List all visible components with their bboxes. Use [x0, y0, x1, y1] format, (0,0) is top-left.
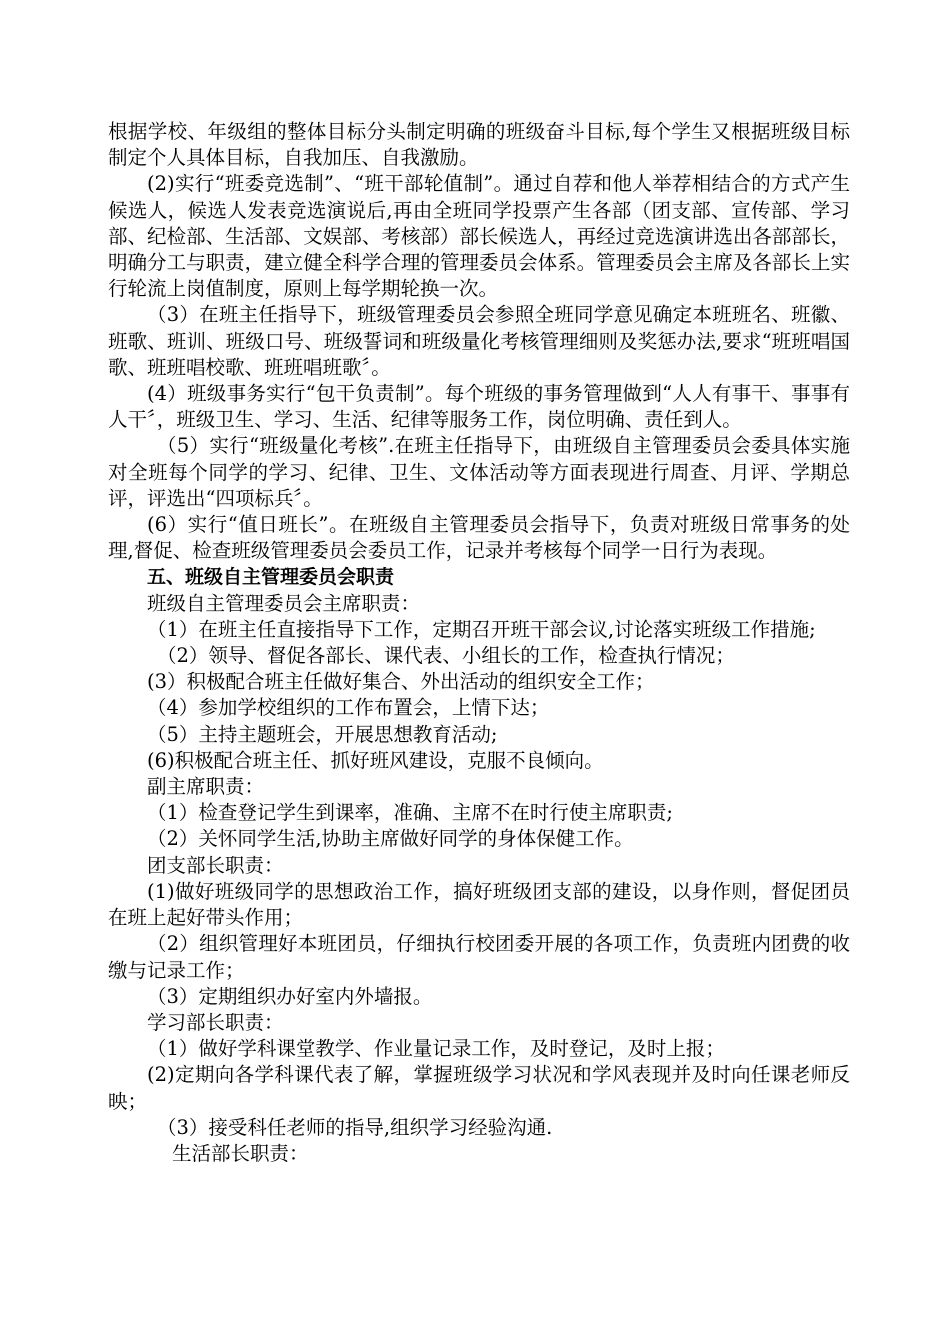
paragraph-duty-monitor: (6）实行“值日班长”。在班级自主管理委员会指导下，负责对班级日常事务的处理,督促、检查班级管理委员会委员工作，记录并考核每个同学一日行为表现。 [108, 513, 850, 563]
study-minister-duty-item: （3）接受科任老师的指导,组织学习经验沟通. [157, 1115, 553, 1139]
study-minister-duties-title: 学习部长职责： [147, 1010, 284, 1034]
league-secretary-duties-title: 团支部长职责： [147, 853, 284, 877]
chair-duty-item: (3）积极配合班主任做好集合、外出活动的组织安全工作； [147, 670, 655, 694]
chair-duty-item: （4）参加学校组织的工作布置会，上情下达； [147, 696, 550, 720]
study-minister-duty-item: (2)定期向各学科课代表了解，掌握班级学习状况和学风表现并及时向任课老师反映； [108, 1063, 850, 1113]
chair-duty-item: （5）主持主题班会，开展思想教育活动; [147, 722, 498, 746]
study-minister-duty-item: （1）做好学科课堂教学、作业量记录工作，及时登记，及时上报； [147, 1037, 725, 1061]
chair-duty-item: （1）在班主任直接指导下工作，定期召开班干部会议,讨论落实班级工作措施; [147, 617, 816, 641]
vice-chair-duty-item: （2）关怀同学生活,协助主席做好同学的身体保健工作。 [147, 827, 634, 851]
league-secretary-duty-item: （2）组织管理好本班团员，仔细执行校团委开展的各项工作，负责班内团费的收缴与记录工作； [108, 932, 850, 982]
document-body [108, 119, 850, 1167]
life-minister-duties-title: 生活部长职责： [172, 1141, 309, 1165]
league-secretary-duty-item: （3）定期组织办好室内外墙报。 [147, 984, 433, 1008]
paragraph-committee-election: (2)实行“班委竞选制”、“班干部轮值制”。通过自荐和他人举荐相结合的方式产生候选人，候选人发表竞选演说后,再由全班同学投票产生各部（团支部、宣传部、学习部、纪检部、生活部、文娱部、考核部）部长候选人，再经过竞选演讲选出各部部长，明确分工与职责，建立健全科学合理的管理委员会体系。管理委员会主席及各部长上实行轮流上岗值制度，原则上每学期轮换一次。 [108, 172, 850, 301]
league-secretary-duty-item: (1)做好班级同学的思想政治工作，搞好班级团支部的建设，以身作则，督促团员在班上起好带头作用； [108, 879, 850, 930]
chair-duty-item: （2）领导、督促各部长、课代表、小组长的工作，检查执行情况； [157, 644, 735, 668]
section-heading: 五、班级自主管理委员会职责 [147, 566, 395, 589]
vice-chair-duty-item: （1）检查登记学生到课率，准确、主席不在时行使主席职责; [147, 801, 673, 825]
chair-duties-title: 班级自主管理委员会主席职责： [147, 591, 421, 615]
vice-chair-duties-title: 副主席职责： [147, 775, 265, 799]
paragraph-class-identity: （3）在班主任指导下，班级管理委员会参照全班同学意见确定本班班名、班徽、 班歌、班训、班级口号、班级誓词和班级量化考核管理细则及奖惩办法,要求“班班唱国歌、班班唱校歌、班班唱班歌〞。 [108, 303, 850, 379]
paragraph-goals: 根据学校、年级组的整体目标分头制定明确的班级奋斗目标,每个学生又根据班级目标制定个人具体目标，自我加压、自我激励。 [108, 120, 850, 170]
paragraph-responsibility-system: (4）班级事务实行“包干负责制”。每个班级的事务管理做到“人人有事干、事事有人干〞，班级卫生、学习、生活、纪律等服务工作，岗位明确、责任到人。 [108, 382, 850, 432]
paragraph-quantified-assessment: （5）实行“班级量化考核”.在班主任指导下，由班级自主管理委员会委具体实施对全班每个同学的学习、纪律、卫生、文体活动等方面表现进行周查、月评、学期总评，评选出“四项标兵〞。 [108, 434, 850, 510]
chair-duty-item: (6)积极配合班主任、抓好班风建设，克服不良倾向。 [147, 748, 604, 772]
